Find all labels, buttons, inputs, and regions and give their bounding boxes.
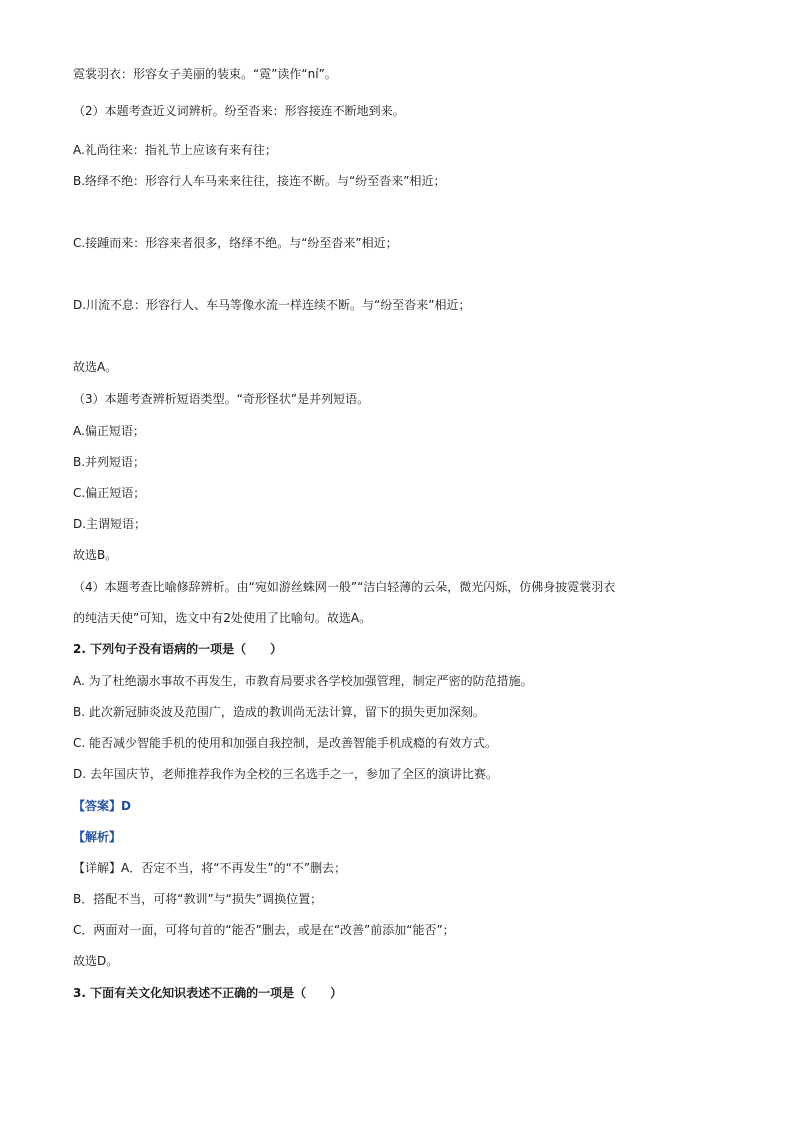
- text-line: B．搭配不当，可将“教训”与“损失”调换位置；: [73, 892, 323, 906]
- text-line: 【详解】A．否定不当，将“不再发生”的“不”删去；: [73, 861, 347, 875]
- text-line: 霓裳羽衣：形容女子美丽的装束。“霓”读作“ní”。: [73, 67, 337, 81]
- text-line: D.主谓短语；: [73, 517, 147, 531]
- text-line: A.礼尚往来：指礼节上应该有来有往；: [73, 143, 277, 157]
- analysis-label: 【解析】: [73, 830, 122, 844]
- text-line: 故选D。: [73, 954, 119, 968]
- text-line: （4）本题考查比喻修辞辨析。由“宛如游丝蛛网一般”“洁白轻薄的云朵，微光闪烁，仿佛身披霓裳羽衣: [73, 580, 616, 594]
- text-line: （2）本题考查近义词辨析。纷至沓来：形容接连不断地到来。: [73, 104, 405, 118]
- text-line: A.偏正短语；: [73, 424, 145, 438]
- answer-label: 【答案】D: [73, 799, 131, 813]
- text-line: D.川流不息：形容行人、车马等像水流一样连续不断。与“纷至沓来”相近；: [73, 298, 471, 312]
- question-3-stem: 3. 下面有关文化知识表述不正确的一项是（ ）: [73, 986, 343, 1000]
- text-line: C．两面对一面，可将句首的“能否”删去，或是在“改善”前添加“能否”；: [73, 923, 455, 937]
- option-b: B. 此次新冠肺炎波及范围广，造成的教训尚无法计算，留下的损失更加深刻。: [73, 705, 485, 719]
- option-a: A. 为了杜绝溺水事故不再发生，市教育局要求各学校加强管理，制定严密的防范措施。: [73, 674, 533, 688]
- text-line: （3）本题考查辨析短语类型。“奇形怪状”是并列短语。: [73, 392, 370, 406]
- text-line: B.并列短语；: [73, 455, 146, 469]
- text-line: 故选A。: [73, 360, 118, 374]
- text-line: B.络绎不绝：形容行人车马来来往往，接连不断。与“纷至沓来”相近；: [73, 174, 446, 188]
- option-c: C. 能否减少智能手机的使用和加强自我控制，是改善智能手机成瘾的有效方式。: [73, 736, 498, 750]
- text-line: C.接踵而来：形容来者很多，络绎不绝。与“纷至沓来”相近；: [73, 236, 398, 250]
- text-line: 的纯洁天使”可知，选文中有2处使用了比喻句。故选A。: [73, 611, 372, 625]
- option-d: D. 去年国庆节，老师推荐我作为全校的三名选手之一，参加了全区的演讲比赛。: [73, 767, 498, 781]
- text-line: 故选B。: [73, 548, 118, 562]
- text-line: C.偏正短语；: [73, 486, 146, 500]
- question-2-stem: 2. 下列句子没有语病的一项是（ ）: [73, 642, 283, 656]
